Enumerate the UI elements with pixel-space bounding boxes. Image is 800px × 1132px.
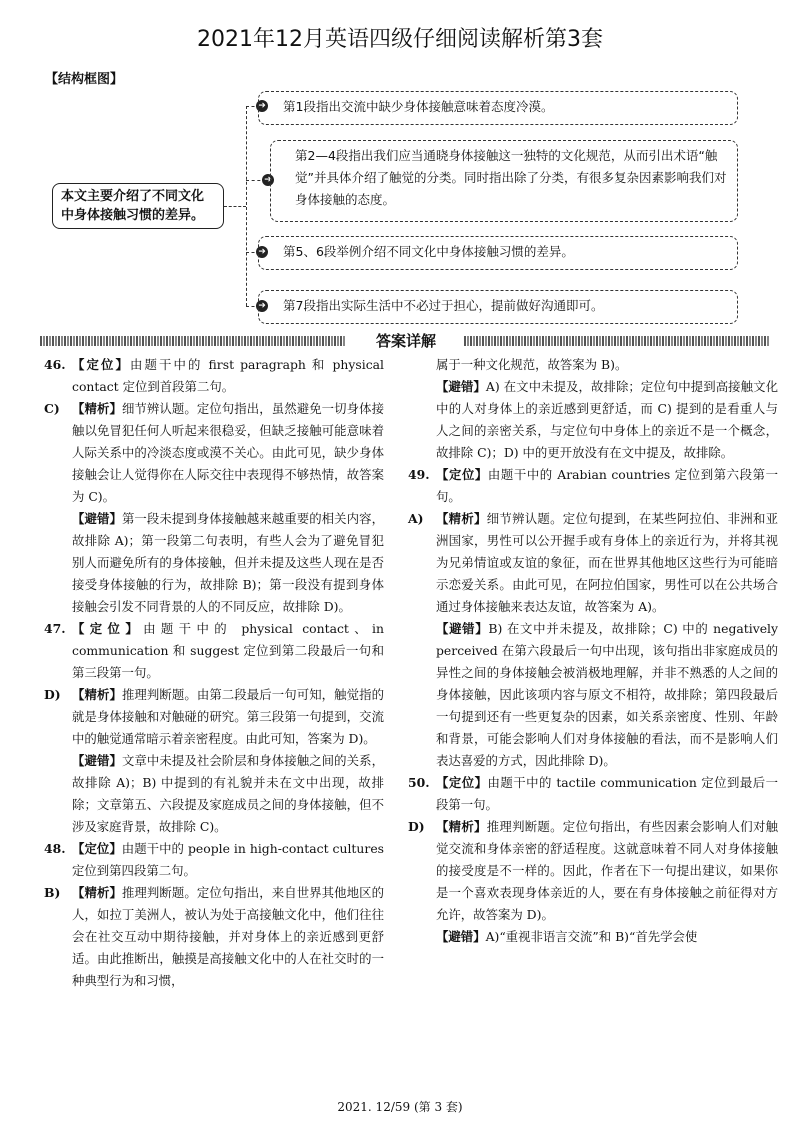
answer-paragraph: 【避错】第一段未提到身体接触越来越重要的相关内容，故排除 A)；第一段第二句表明，有些人会为了避免冒犯别人而避免所有的身体接触，但并未提及这些人现在是否接受身体接触的行为，故排除 B)；第一段没有提到身体接触会引发不同背景的人的不同反应，故排除 D)。 — [72, 511, 385, 614]
branch-box-1: 第1段指出交流中缺少身体接触意味着态度冷漠。 — [258, 91, 738, 125]
branch-box-4: 第7段指出实际生活中不必过于担心，提前做好沟通即可。 — [258, 290, 738, 324]
answer-paragraph: D) 【精析】推理判断题。由第二段最后一句可知，触觉指的就是身体接触和对触碰的研究。第三段第一句提到，交流中的触觉通常暗示着亲密程度。由此可知，答案为 D)。 — [44, 687, 385, 746]
arrow-node-icon: ➔ — [256, 246, 268, 258]
arrow-node-icon: ➔ — [256, 300, 268, 312]
branch-box-3: 第5、6段举例介绍不同文化中身体接触习惯的差异。 — [258, 236, 738, 270]
connector-vertical — [246, 106, 247, 306]
divider-bar-left — [40, 336, 346, 346]
page-footer: 2021. 12/59 (第 3 套) — [337, 1100, 463, 1114]
branch-box-2: 第2—4段指出我们应当通晓身体接触这一独特的文化规范，从而引出术语“触觉”并具体介绍了触觉的分类。同时指出除了分类，有很多复杂因素影响我们对身体接触的态度。 — [270, 140, 738, 222]
divider-bar-right — [464, 336, 770, 346]
answer-paragraph: 47. 【定位】由题干中的 physical contact、in communication 和 suggest 定位到第二段最后一句和第三段第一句。 — [44, 621, 384, 680]
connector-main — [224, 206, 246, 207]
answer-column-left — [44, 354, 384, 992]
arrow-node-icon: ➔ — [262, 174, 274, 186]
arrow-node-icon: ➔ — [256, 100, 268, 112]
answer-paragraph: D) 【精析】推理判断题。定位句指出，有些因素会影响人们对触觉交流和身体亲密的舒适程度。这就意味着不同人对身体接触的接受度是不一样的。因此，作者在下一句提出建议，如果你是一个喜欢表现身体亲近的人，要在有身体接触之前征得对方允许，故答案为 D)。 — [408, 819, 779, 922]
page-title: 2021年12月英语四级仔细阅读解析第3套 — [197, 27, 603, 52]
structure-frame-label: 【结构框图】 — [45, 72, 124, 87]
answer-paragraph: C) 【精析】细节辨认题。定位句指出，虽然避免一切身体接触以免冒犯任何人听起来很稳妥，但缺乏接触可能意味着人际关系中的冷淡态度或漠不关心。由此可见，缺少身体接触会让人觉得你在人际交往中表现得不够热情，故答案为 C)。 — [44, 401, 385, 504]
answer-paragraph: B) 【精析】推理判断题。定位句指出，来自世界其他地区的人，如拉丁美洲人，被认为处于高接触文化中，他们往往会在社交互动中期待接触，并对身体上的亲近感到更舒适。由此推断出，触摸是高接触文化中的人在社交时的一种典型行为和习惯， — [44, 885, 385, 988]
answer-paragraph: 【避错】A)“重视非语言交流”和 B)“首先学会使 — [436, 929, 698, 944]
answer-paragraph: 49. 【定位】由题干中的 Arabian countries 定位到第六段第一句。 — [408, 467, 778, 504]
section-divider — [40, 332, 770, 350]
answer-paragraph: 属于一种文化规范，故答案为 B)。 — [436, 357, 628, 372]
answer-paragraph: 【避错】文章中未提及社会阶层和身体接触之间的关系，故排除 A)；B) 中提到的有礼貌并未在文中出现，故排除；文章第五、六段提及家庭成员之间的身体接触，但不涉及家庭背景，故排除 C)。 — [72, 753, 385, 834]
answer-paragraph: 【避错】B) 在文中并未提及，故排除；C) 中的 negatively perceived 在第六段最后一句中出现，该句指出非家庭成员的异性之间的身体接触会被消极地理解，并非不熟悉的人之间的身体接触，因此该项内容与原文不相符，故排除；第四段最后一句提到还有一些更复杂的因素，如关系亲密度、性别、年龄和背景，可能会影响人们对身体接触的看法，而不是影响人们表达喜爱的方式，因此排除 D)。 — [436, 621, 778, 768]
answer-paragraph: 46. 【定位】由题干中的 first paragraph 和 physical contact 定位到首段第二句。 — [44, 357, 385, 394]
answer-paragraph: 50. 【定位】由题干中的 tactile communication 定位到最后一段第一句。 — [408, 775, 779, 812]
answer-paragraph: 【避错】A) 在文中未提及，故排除；定位句中提到高接触文化中的人对身体上的亲近感到更舒适，而 C) 提到的是看重人与人之间的亲密关系，与定位句中身体上的亲近不是一个概念，故排除 C)；D) 中的更开放没有在文中提及，故排除。 — [436, 379, 778, 460]
section-title: 答案详解 — [375, 332, 436, 350]
answer-paragraph: A) 【精析】细节辨认题。定位句提到，在某些阿拉伯、非洲和亚洲国家，男性可以公开握手或有身体上的亲近行为，并将其视为兄弟情谊或友谊的象征，而在世界其他地区这些行为可能暗示恋爱关系。由此可见，在阿拉伯国家，男性可以在公共场合通过身体接触来表达友谊，故答案为 A)。 — [408, 511, 779, 614]
main-summary-box: 本文主要介绍了不同文化中身体接触习惯的差异。 — [52, 183, 224, 229]
answer-paragraph: 48. 【定位】由题干中的 people in high-contact cultures 定位到第四段第二句。 — [44, 841, 385, 878]
answer-column-right — [408, 354, 778, 948]
